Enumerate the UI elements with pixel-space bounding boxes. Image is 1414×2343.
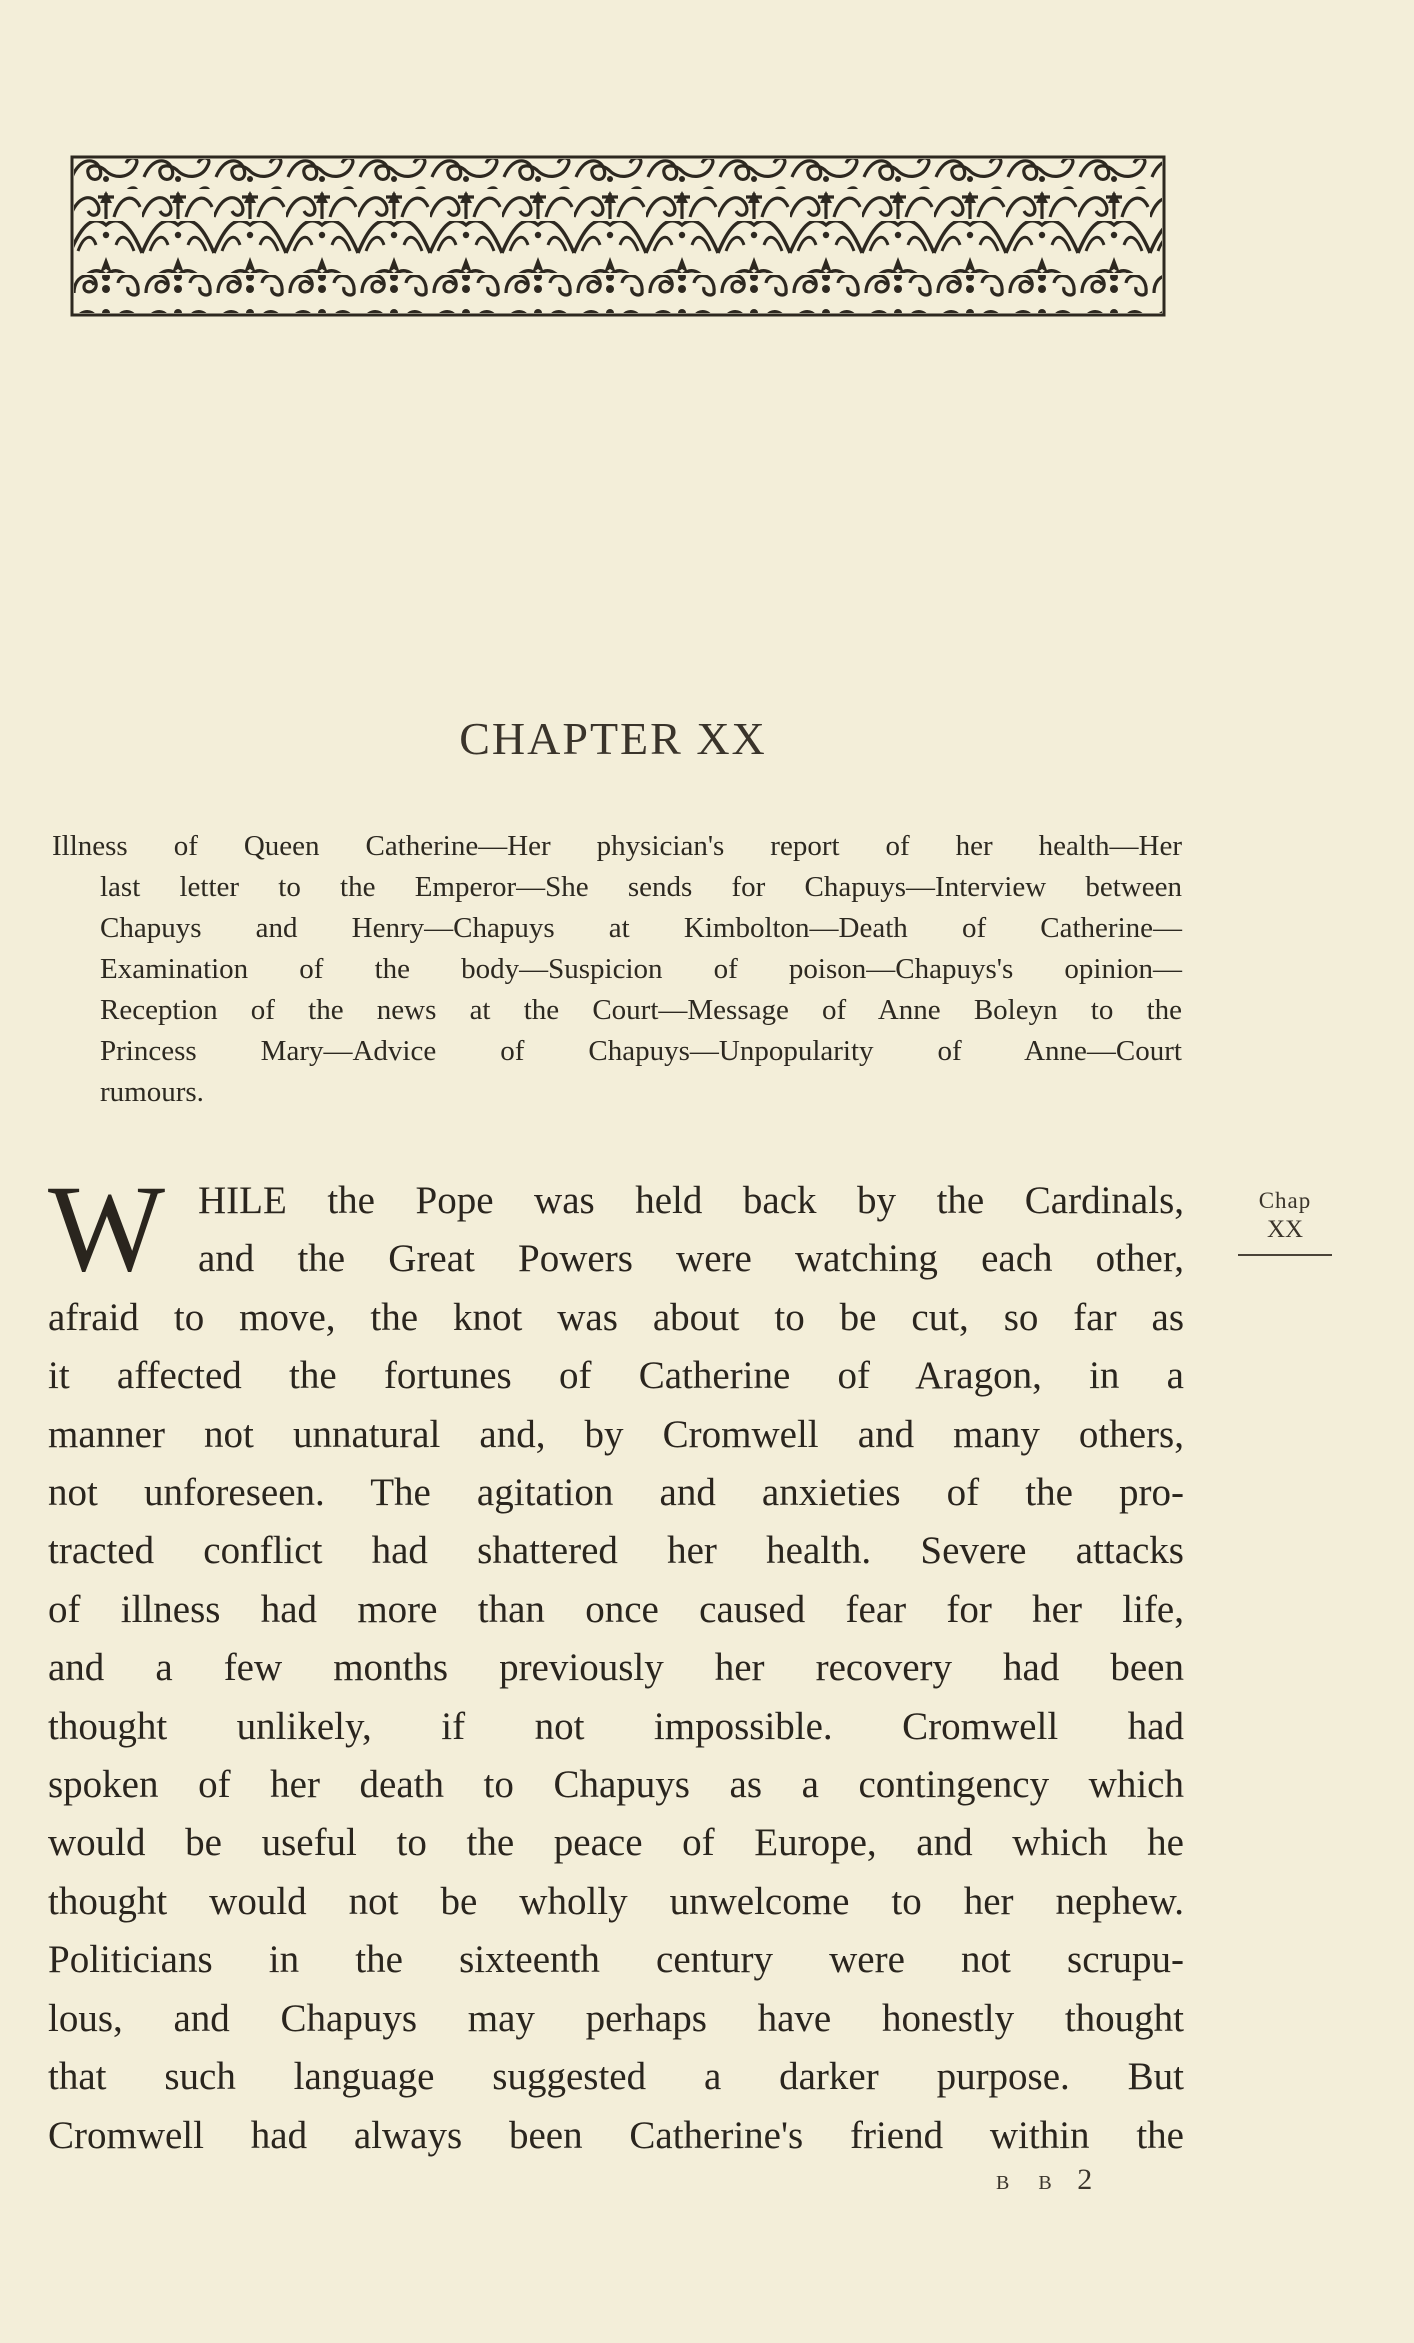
chapter-summary [52,826,1182,1113]
body-line: and a few months previously her recovery had been [48,1646,1184,1690]
body-line: Cromwell had always been Catherine's friend within the [48,2113,1184,2157]
body-line: lous, and Chapuys may perhaps have honestly thought [48,1996,1184,2040]
printer-signature [996,2163,1098,2197]
body-text [48,1160,1184,2165]
drop-cap: W [48,1160,166,1297]
ornamental-header-band [70,155,1166,317]
body-line: tracted conflict had shattered her health. Severe attacks [48,1529,1184,1573]
margin-rule [1238,1254,1332,1256]
margin-chap-number: XX [1266,1216,1304,1243]
summary-line: Princess Mary—Advice of Chapuys—Unpopularity of Anne—Court [100,1035,1182,1067]
summary-line: Reception of the news at the Court—Message of Anne Boleyn to the [100,994,1182,1026]
summary-line: last letter to the Emperor—She sends for Chapuys—Interview between [100,871,1182,903]
body-line: thought unlikely, if not impossible. Cromwell had [48,1704,1184,1748]
body-line: spoken of her death to Chapuys as a contingency which [48,1763,1184,1807]
summary-line: Illness of Queen Catherine—Her physician's report of her health—Her [52,830,1182,862]
summary-line: rumours. [100,1076,204,1108]
body-line: afraid to move, the knot was about to be cut, so far as [48,1295,1184,1339]
summary-line: Chapuys and Henry—Chapuys at Kimbolton—Death of Catherine— [100,912,1182,944]
body-line: Politicians in the sixteenth century were not scrupu- [48,1938,1184,1982]
body-line: that such language suggested a darker purpose. But [48,2055,1184,2099]
body-line: would be useful to the peace of Europe, and which he [48,1821,1184,1865]
body-line: of illness had more than once caused fear for her life, [48,1587,1184,1631]
body-line: it affected the fortunes of Catherine of Aragon, in a [48,1354,1184,1398]
summary-line: Examination of the body—Suspicion of poison—Chapuys's opinion— [100,953,1182,985]
signature-number: 2 [1077,2163,1099,2196]
body-line: manner not unnatural and, by Cromwell and many others, [48,1412,1184,1456]
body-line: HILE the Pope was held back by the Cardinals, [198,1179,1184,1222]
body-line: and the Great Powers were watching each other, [198,1237,1184,1281]
body-line: thought would not be wholly unwelcome to her nephew. [48,1879,1184,1923]
body-line: not unforeseen. The agitation and anxieties of the pro- [48,1471,1184,1515]
chapter-heading: CHAPTER XX [459,713,767,764]
margin-chap-label: Chap [1258,1188,1312,1213]
signature-letters: B B [996,2172,1064,2194]
margin-chapter-note [1238,1188,1332,1256]
